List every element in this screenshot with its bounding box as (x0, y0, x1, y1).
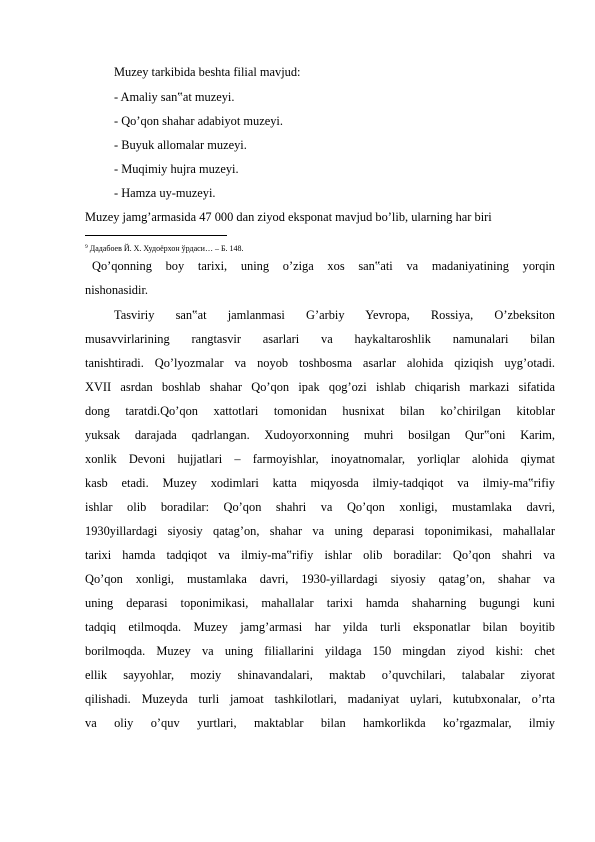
paragraph-line: nishonasidir. (85, 283, 148, 297)
list-item: - Buyuk allomalar muzeyi. (114, 138, 247, 152)
paragraph-line: tadqiq etilmoqda. Muzey jamg’armasi har yilda turli eksponatlar bilan boyitib (85, 620, 555, 634)
paragraph-line: 1930yillardagi siyosiy qatag’on, shahar va uning deparasi toponimikasi, mahallalar (85, 524, 555, 538)
paragraph-line: ellik sayyohlar, moziy shinavandalari, maktab o’quvchilari, talabalar ziyorat (85, 668, 555, 682)
paragraph-line: borilmoqda. Muzey va uning filiallarini yildaga 150 mingdan ziyod kishi: chet (85, 644, 555, 658)
paragraph-line: musavvirlarining rangtasvir asarlari va haykaltaroshlik namunalari bilan (85, 332, 555, 346)
footnote-text: Дадабоев Й. Х. Худоёрхон ўрдаси… – Б. 148. (89, 244, 244, 253)
paragraph-line: Tasviriy san‟at jamlanmasi G’arbiy Yevropa, Rossiya, O’zbeksiton (114, 308, 555, 322)
paragraph-line: uning deparasi toponimikasi, mahallalar tarixi hamda shaharning bugungi kuni (85, 596, 555, 610)
paragraph-line: qilishadi. Muzeyda turli jamoat tashkilotlari, madaniyat uylari, kutubxonalar, o’rta (85, 692, 555, 706)
paragraph-line: tarixi hamda tadqiqot va ilmiy-ma‟rifiy ishlar olib boradilar: Qo’qon shahri va (85, 548, 555, 562)
list-intro: Muzey tarkibida beshta filial mavjud: (114, 65, 301, 79)
paragraph-line: Qo’qon xonligi, mustamlaka davri, 1930-yillardagi siyosiy qatag’on, shahar va (85, 572, 555, 586)
paragraph-line: xonlik Devoni hujjatlari – farmoyishlar, inoyatnomalar, yorliqlar alohida qiymat (85, 452, 555, 466)
continuation-line: Muzey jamg’armasida 47 000 dan ziyod eksponat mavjud bo’lib, ularning har biri (85, 210, 492, 224)
paragraph-line: ishlar olib boradilar: Qo’qon shahri va Qo’qon xonligi, mustamlaka davri, (85, 500, 555, 514)
list-item: - Qo’qon shahar adabiyot muzeyi. (114, 114, 283, 128)
paragraph-line: yuksak darajada qadrlangan. Xudoyorxonning muhri bosilgan Qur‟oni Karim, (85, 428, 555, 442)
footnote (85, 242, 244, 254)
list-item: - Amaliy san‟at muzeyi. (114, 90, 235, 104)
list-item: - Hamza uy-muzeyi. (114, 186, 216, 200)
footnote-divider (85, 235, 227, 236)
paragraph-line: dong taratdi.Qo’qon xattotlari tomonidan husnixat bilan ko’chirilgan kitoblar (85, 404, 555, 418)
paragraph-line: kasb etadi. Muzey xodimlari katta miqyosda ilmiy-tadqiqot va ilmiy-ma‟rifiy (85, 476, 555, 490)
footnote-marker: 9 (85, 244, 88, 250)
paragraph-line: XVII asrdan boshlab shahar Qo’qon ipak qog’ozi ishlab chiqarish markazi sifatida (85, 380, 555, 394)
list-item: - Muqimiy hujra muzeyi. (114, 162, 239, 176)
paragraph-line: va oliy o’quv yurtlari, maktablar bilan hamkorlikda ko’rgazmalar, ilmiy (85, 716, 555, 730)
paragraph-line: Qo’qonning boy tarixi, uning o’ziga xos san‟ati va madaniyatining yorqin (92, 259, 555, 273)
paragraph-line: tanishtiradi. Qo’lyozmalar va noyob toshbosma asarlar alohida qiziqish uyg’otadi. (85, 356, 555, 370)
